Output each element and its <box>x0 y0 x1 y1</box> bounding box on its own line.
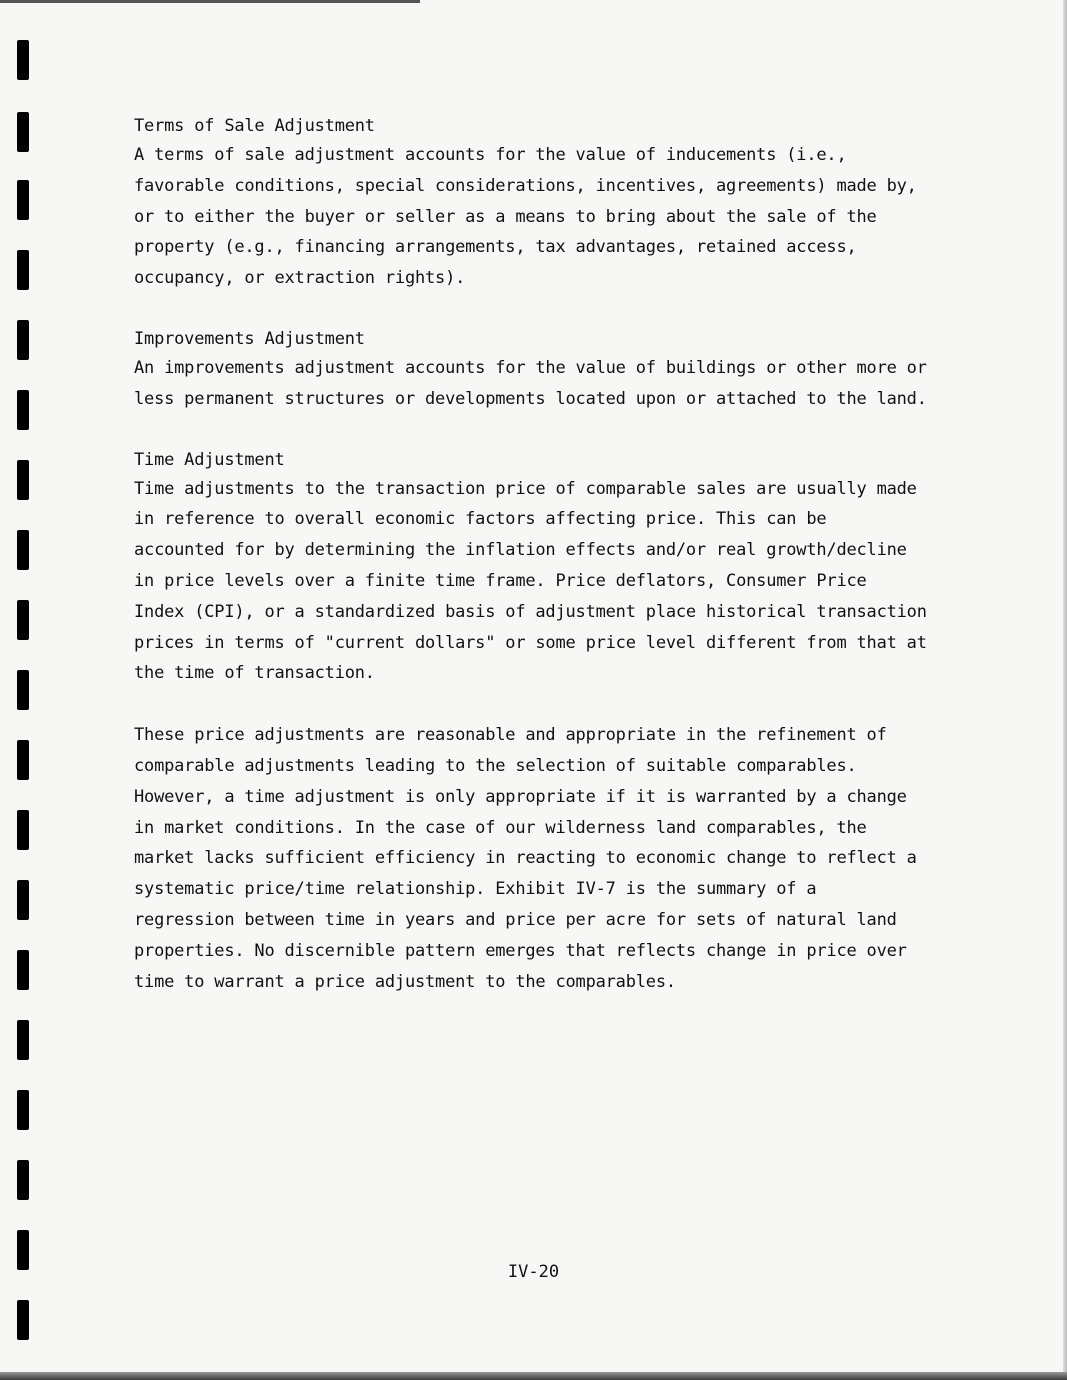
scan-right-edge <box>1063 0 1067 1380</box>
binding-hole-mark <box>17 740 29 780</box>
binding-hole-mark <box>17 530 29 570</box>
binding-hole-mark <box>17 112 29 152</box>
section-heading: Time Adjustment <box>134 449 285 470</box>
section-heading: Improvements Adjustment <box>134 328 365 349</box>
page-number: IV-20 <box>507 1262 560 1282</box>
scan-top-edge <box>0 0 420 3</box>
binding-hole-mark <box>17 180 29 220</box>
section-improvements <box>134 325 964 415</box>
binding-hole-mark <box>17 880 29 920</box>
paragraph-gap <box>134 415 964 446</box>
binding-hole-mark <box>17 1020 29 1060</box>
binding-hole-mark <box>17 460 29 500</box>
scan-bottom-edge <box>0 1372 1067 1380</box>
section-paragraph: Time adjustments to the transaction price of comparable sales are usually made in reference to overall economic factors affecting price. This can be accounted for by determining the inflation effects and/or real growth/decline in price levels over a finite time frame. Price deflators, Consumer Price Index (CPI), or a standardized basis of adjustment place historical transaction prices in terms of "current dollars" or some price level different from that at the time of transaction. <box>134 478 927 684</box>
section-terms-of-sale <box>134 112 964 294</box>
document-body <box>134 112 964 997</box>
binding-hole-mark <box>17 1300 29 1340</box>
binding-hole-mark <box>17 1160 29 1200</box>
binding-hole-mark <box>17 950 29 990</box>
paragraph-gap <box>134 294 964 325</box>
section-heading: Terms of Sale Adjustment <box>134 116 375 136</box>
binding-hole-mark <box>17 1090 29 1130</box>
section-time-adjustment <box>134 446 964 690</box>
section-paragraph: An improvements adjustment accounts for the value of buildings or other more or less permanent structures or developments located upon or attached to the land. <box>134 357 927 409</box>
binding-hole-mark <box>17 250 29 290</box>
binding-hole-mark <box>17 320 29 360</box>
binding-hole-mark <box>17 390 29 430</box>
binding-hole-mark <box>17 40 29 80</box>
binding-hole-mark <box>17 810 29 850</box>
paragraph-gap <box>134 689 964 720</box>
closing-paragraph: These price adjustments are reasonable and appropriate in the refinement of comparable adjustments leading to the selection of suitable comparables. However, a time adjustment is only appropriate if it is warranted by a change in market conditions. In the case of our wilderness land comparables, the market lacks sufficient efficiency in reacting to economic change to reflect a systematic price/time relationship. Exhibit IV-7 is the summary of a regression between time in years and price per acre for sets of natural land properties. No discernible pattern emerges that reflects change in price over time to warrant a price adjustment to the comparables. <box>134 725 917 992</box>
binding-hole-mark <box>17 670 29 710</box>
binding-hole-mark <box>17 600 29 640</box>
section-paragraph: A terms of sale adjustment accounts for the value of inducements (i.e., favorable conditions, special considerations, incentives, agreements) made by, or to either the buyer or seller as a means to bring about the sale of the property (e.g., financing arrangements, tax advantages, retained access, occupancy, or extraction rights). <box>134 145 917 289</box>
